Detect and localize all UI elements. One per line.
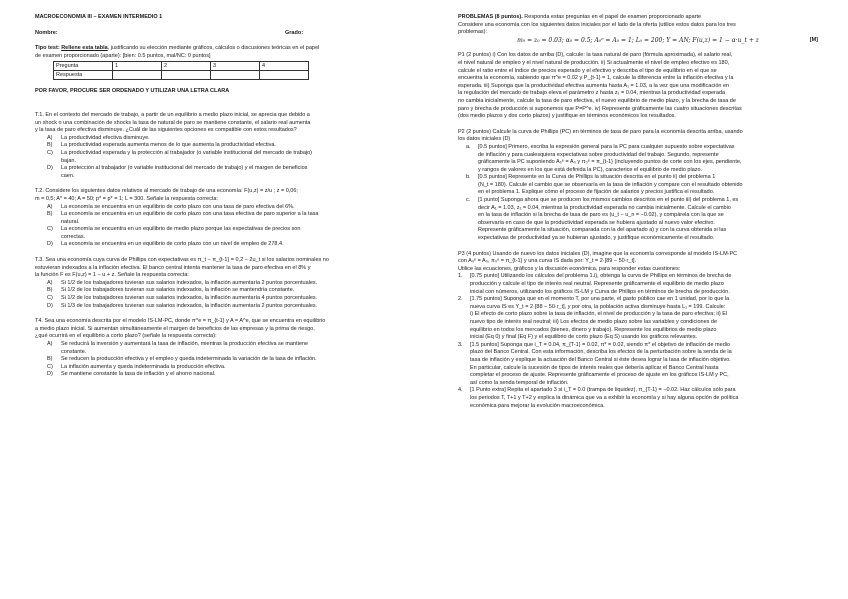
text-line: equilibrio en todos los mercados (bienes, dinero y trabajo). Represente los equilibrios de medio plazo (470, 326, 717, 333)
text-line: a medio plazo inicial. Si aumentan simultáneamente el margen de beneficios de las empresas y la prima de riesgo, (35, 325, 315, 332)
text-line: T4. Sea una economía descrita por el modelo IS-LM-PC, donde π^e = π_{t-1} y A = A^e, que se encuentra en equilibrio (35, 318, 326, 325)
text-line: T.2. Considere los siguientes datos relativos al mercado de trabajo de una economía: F(u,z) = z/u ; z = 0,06; (35, 188, 298, 195)
question-t2 (35, 188, 395, 249)
text-line: completar el proceso de ajuste. Represente gráficamente el proceso de ajuste en los gráficos IS-LM y PC, (470, 372, 729, 379)
exam-title: MACROECONOMÍA III – EXAMEN INTERMEDIO 1 (35, 14, 163, 20)
text-line: la función F es F(u,z) = 1 − u + z. Señale la respuesta correcta: (35, 272, 189, 279)
text-line: así como la senda temporal de inflación. (470, 379, 569, 386)
text-line: observaría en caso de que la productividad esperada se hubiera ajustado al nuevo valor efectivo. (478, 219, 715, 226)
option-letter: A) (47, 341, 53, 347)
option-text: La productividad efectiva disminuye. (61, 134, 150, 141)
table-cell: 1 (113, 62, 162, 71)
student-fields (35, 30, 395, 38)
answer-cell-2[interactable] (162, 71, 211, 80)
text-line: T.1. En el contexto del mercado de trabajo, a partir de un equilibrio a medio plazo inicial, se aprecia que debido a (35, 111, 310, 118)
answer-option (35, 204, 395, 212)
answer-option (35, 241, 395, 249)
question-t1 (35, 112, 395, 180)
test-label: Tipo test: (35, 45, 60, 52)
item-letter: b. (466, 174, 471, 181)
option-text: Si 1/2 de los trabajadores tuvieran sus salarios indexados, la inflación se mantendría constante. (61, 287, 295, 294)
option-letter: D) (47, 165, 53, 172)
text-line: económica para mejorar la evolución macroeconómica. (470, 402, 605, 409)
option-text: La economía se encuentra en un equilibrio de corto plazo con una tasa de paro efectiva del 6%. (61, 203, 295, 210)
option-text: Si 1/2 de los trabajadores tuvieran sus salarios indexados, la inflación aumentaría 4 puntos porcentuales. (61, 295, 318, 302)
answer-table (53, 61, 309, 80)
text-line: producción y calcule el tipo de interés real neutral. Represente gráficamente el equilibrio de medio plazo (470, 281, 724, 287)
text-line: en el problema 1. Explique cómo el proceso de fijación de salarios y precios justifica el resultado. (478, 189, 715, 196)
item-text (470, 296, 818, 342)
text-line: En particular, calcule la sucesión de tipos de interés reales que debería aplicar el Banco Central hasta (470, 364, 719, 371)
problems-title: PROBLEMAS (8 puntos). (458, 14, 523, 20)
option-letter: B) (47, 287, 53, 294)
question-t4 (35, 318, 395, 379)
text-line: plazo del Banco Central. Con esta información, describa los efectos de la perturbación sobre la senda de la (470, 349, 732, 356)
problem-p3 (458, 251, 818, 410)
text-line: ¿qué ocurrirá en el equilibrio a corto plazo? (señale la respuesta correcta): (35, 333, 217, 340)
text-line: Represente gráficamente la situación, comparada con la del apartado a) y con la curva obtenida si las (478, 227, 727, 234)
answer-option (35, 280, 395, 288)
item-text (470, 387, 818, 410)
answer-option (35, 349, 395, 357)
text-line: nueva curva IS es Y_t = 2·[88 − 50·r_t], y por otra, la población activa disminuye hasta L₁ = 199. Calcule: (470, 303, 726, 310)
list-item (458, 197, 818, 243)
option-text: Se reducen la producción efectiva y el empleo y queda indeterminada la variación de la tasa de inflación. (61, 356, 317, 363)
list-item (458, 387, 818, 410)
answer-cell-3[interactable] (211, 71, 260, 80)
option-text: correctas. (61, 233, 86, 240)
item-text (470, 342, 818, 388)
answer-option (35, 287, 395, 295)
text-line: [1.75 puntos] Suponga que en el momento T, por una parte, el gasto público cae en 1 unidad, por lo que la (470, 296, 730, 303)
table-cell: Respuesta (54, 71, 113, 80)
table-cell: 3 (211, 62, 260, 71)
text-line: nuevo tipo de interés real neutral; iii) Los efectos de medio plazo sobre las variables y condiciones de (470, 318, 718, 325)
answer-cell-1[interactable] (113, 71, 162, 80)
text-line: y la tasa de paro efectiva disminuye. ¿Cuál de las siguientes opciones es compatible con estos resultados? (35, 127, 297, 134)
answer-cell-4[interactable] (260, 71, 309, 80)
option-letter: D) (47, 241, 53, 248)
answer-option (35, 234, 395, 242)
answer-option (35, 158, 395, 166)
item-text (478, 174, 818, 197)
name-label: Nombre: (35, 29, 58, 36)
text-line: con A₀ᵉ = A₀, π₀ᵉ = π_{t-1} y una curva IS dada por: Y_t = 2·[89 − 50·r_t]. (458, 258, 637, 265)
text-line: esperada. iii) Suponga que la productividad efectiva aumenta hasta A₁ = 1.03, a la vez que una modificación en (458, 82, 730, 89)
item-letter: c. (466, 197, 471, 204)
text-line: un shock o una combinación de shocks la tasa de natural de paro se mantiene constante, el salario real aumenta (35, 119, 311, 126)
list-item (458, 174, 818, 197)
option-text: La protección al trabajador (o variable institucional del mercado de trabajo) y el margen de beneficios (61, 165, 308, 172)
option-letter (35, 234, 61, 242)
text-line: (dos medio plazos y dos corto plazos) y justifique en términos económicos los resultados. (458, 113, 676, 120)
option-letter (35, 349, 61, 357)
answer-option (35, 226, 395, 234)
text-line: tasa de inflación y explique la actuación del Banco Central si éste desea lograr la tasa de inflación objetivo. (470, 356, 731, 363)
text-line: [0.75 punto] Utilizando los cálculos del problema 1.i), obtenga la curva de Phillips en términos de brecha de (470, 273, 732, 280)
option-text: La economía se encuentra en un equilibrio de medio plazo porque las expectativas de precios son (61, 226, 301, 233)
option-letter: D) (47, 302, 53, 309)
option-letter: A) (47, 134, 53, 141)
text-line: [1.5 puntos] Suponga que i_T = 0.04, π_{T-1} = 0.02, π* = 0.02, siendo π* el objetivo de inflación de medio (470, 341, 731, 348)
option-text: Se reducirá la inversión y aumentará la tasa de inflación, mientras la producción efectiva se mantiene (61, 341, 309, 347)
item-number: 1. (458, 273, 463, 280)
option-letter: B) (47, 211, 53, 218)
option-letter (35, 158, 61, 166)
answer-option (35, 295, 395, 303)
text-line: de inflación y para cualesquiera expectativas sobre productividad del trabajo. Segundo, represente (478, 151, 719, 158)
test-instruction-text: , justificando su elección mediante gráficos, cálculos o discusiones teóricas en el papel (107, 45, 320, 52)
answer-option (35, 173, 395, 181)
option-letter: A) (47, 279, 53, 286)
test-intro (35, 45, 395, 53)
table-cell: 4 (260, 62, 309, 71)
option-text: La inflación aumenta y queda indeterminada la producción efectiva. (61, 363, 226, 370)
answer-option (35, 364, 395, 372)
right-column (458, 14, 818, 410)
option-text: constante. (61, 348, 87, 355)
problem-p1 (458, 52, 818, 120)
answer-option (35, 219, 395, 227)
text-line: expectativas de productividad ya se hubieran ajustado, y justifique económicamente el resultado. (478, 235, 715, 242)
table-cell: Pregunta (54, 62, 113, 71)
option-letter: B) (47, 142, 53, 149)
problem-p2 (458, 129, 818, 243)
problems-intro (458, 14, 818, 22)
text-line: i) El efecto de corto plazo sobre la tasa de inflación, el nivel de producción y la tasa de paro efectiva; ii) El (470, 311, 728, 318)
text-line: inicial con números, utilizando los gráficos IS-LM y Curva de Phillips en términos de brecha de producción. (470, 288, 730, 295)
item-number: 3. (458, 341, 463, 348)
option-letter (35, 219, 61, 227)
text-line: decir A₁ = 1.03, z₁ = 0.04, mientras la productividad esperada no cambia inicialmente. Calcule el cambio (478, 204, 731, 211)
option-text: Se mantiene constante la tasa de inflación y el ahorro nacional. (61, 371, 216, 378)
text-line: no cambia inicialmente, calcule la tasa de paro efectiva, el nuevo equilibrio de medio plazo, y la brecha de tasa de (458, 97, 736, 104)
problems-title-rest: Responda estas preguntas en el papel de examen proporcionado aparte (522, 14, 702, 20)
option-text: La productividad esperada aumenta menos de lo que aumenta la productividad efectiva. (61, 142, 276, 149)
text-line: la regulación del mercado de trabajo eleva el parámetro z hasta z₁ = 0.04, mientras la productividad esperada (458, 90, 726, 97)
fill-table-instruction: Rellene esta tabla (61, 45, 108, 52)
table-row (54, 62, 309, 71)
text-line: gráficamente la PC suponiendo A₀ᵉ = A₀ y π₀ᵉ = π_{t-1} (incluyendo puntos de corte con los ejes, pendiente, (478, 159, 742, 166)
list-item (458, 296, 818, 342)
list-item (458, 273, 818, 296)
list-item (458, 342, 818, 388)
answer-option (35, 150, 395, 158)
table-row (54, 71, 309, 80)
list-item (458, 144, 818, 174)
left-column (35, 14, 395, 379)
option-text: bajan. (61, 157, 76, 164)
data-tag: [M] (809, 36, 818, 43)
option-letter: D) (47, 371, 53, 378)
text-line: encuentra la economía, sabiendo que π^e = 0.02 y P_{t-1} = 1, calcule la diferencia entre la inflación efectiva y la (458, 75, 734, 82)
text-line: el nivel natural de empleo y el nivel natural de producción. ii) Si actualmente el nivel de empleo efectivo es 180, (458, 59, 730, 66)
answer-option (35, 371, 395, 379)
text-line: P2 (2 puntos) Calcule la curva de Phillips (PC) en términos de tasa de paro para la economía descrita arriba, usando (458, 128, 743, 135)
option-text: La economía se encuentra en un equilibrio de corto plazo con un nivel de empleo de 278.4. (61, 241, 284, 248)
problems-intro-2: Considere una economía con los siguientes datos iniciales por el lado de la oferta (utilice estos datos para los tres (458, 21, 736, 28)
question-t3 (35, 257, 395, 310)
initial-data-equation: m₀ = z₀ = 0.03; α₀ = 0.5; A₀ᵉ = A₀ = 1; L₀ = 200; Y = AN; F(u,z) = 1 − α·u_t + z (517, 36, 759, 44)
text-line: [0.5 puntos] Primero, escriba la expresión general para la PC para cualquier supuesto sobre expectativas (478, 143, 735, 150)
option-letter: C) (47, 149, 53, 156)
text-line: [1 Punto extra] Repita el apartado 3 si i_T = 0.0 (trampa de liquidez), π_{T-1} = −0.02. Haz cálculos sólo para (470, 387, 736, 394)
option-text: natural. (61, 218, 80, 225)
item-text (478, 144, 818, 174)
option-letter: C) (47, 363, 53, 370)
item-letter: a. (466, 143, 471, 150)
item-number: 2. (458, 296, 463, 303)
answer-option (35, 135, 395, 143)
answer-option (35, 211, 395, 219)
text-line: estuvieran indexados a la inflación efectiva. El banco central intenta mantener la tasa de paro efectiva en el 8% y (35, 264, 311, 271)
group-label: Grado: (285, 29, 304, 36)
text-line: en la tasa de inflación si la brecha de tasa de paro es (u_t − u_n = −0.02), y compárela con la que se (478, 212, 724, 219)
answer-option (35, 142, 395, 150)
option-text: caen. (61, 172, 75, 179)
item-number: 4. (458, 387, 463, 394)
item-text (478, 197, 818, 243)
text-line: [0.5 puntos] Represente en la Curva de Phillips la situación descrita en el punto ii) del problema 1 (478, 174, 716, 181)
text-line: los periodos T, T+1 y T+2 y explica la dinámica que va a exhibir la economía y si hay alguna opción de política (470, 394, 739, 401)
problems-intro-3: problemas): (458, 29, 488, 36)
text-line: y rangos de valores en los que está definida la PC), caracterice el equilibrio de medio plazo. (478, 166, 703, 173)
text-line: paro y brecha de producción si suponemos que P=P^e. iv) Represente gráficamente las cuatro situaciones descritas (458, 105, 742, 112)
text-line: P3 (4 puntos) Usando de nuevo los datos iniciales (D), imagine que la economía corresponde al modelo IS-LM-PC (458, 250, 738, 257)
notice: POR FAVOR, PROCURE SER ORDENADO Y UTILIZAR UNA LETRA CLARA (35, 88, 230, 95)
text-line: calcule el ratio entre el índice de precios esperado y el efectivo y describa el tipo de equilibrio en el que se (458, 67, 717, 74)
option-letter: A) (47, 203, 53, 210)
answer-option (35, 356, 395, 364)
text-line: los datos iniciales (D) (458, 136, 511, 143)
option-letter (35, 173, 61, 181)
option-text: La productividad esperada y la protección al trabajador (o variable institucional del mercado de trabajo) (61, 149, 313, 156)
text-line: P1 (2 puntos) i) Con los datos de arriba (D), calcule: la tasa natural de paro (fórmula aproximada), el salario real, (458, 52, 733, 59)
text-line: Utilice las ecuaciones, gráficos y la discusión económica, para responder estas cuestiones: (458, 265, 681, 272)
option-letter: B) (47, 356, 53, 363)
text-line: T.3. Sea una economía cuya curva de Phillips con expectativas es π_t − π_{t-1} = 0,2 − 2u_t si los salarios nominales no (35, 257, 329, 264)
text-line: m = 0,5; A* = 40; A = 50; p* = p* = 1; L = 300. Señale la respuesta correcta: (35, 195, 218, 202)
table-cell: 2 (162, 62, 211, 71)
answer-option (35, 303, 395, 311)
option-text: Si 1/2 de los trabajadores tuvieran sus salarios indexados, la inflación aumentaría 2 puntos porcentuales. (61, 279, 318, 286)
option-letter: C) (47, 226, 53, 233)
answer-option (35, 165, 395, 173)
text-line: (N_t = 180). Calcule el cambio que se observaría en la tasa de inflación y compare con el resultado obtenido (478, 181, 743, 188)
test-intro-line2: de examen proporcionado (aparte): [bien: 0.5 puntos, mal/NC: 0 puntos] (35, 52, 211, 59)
option-text: Si 1/3 de los trabajadores tuvieran sus salarios indexados, la inflación aumentaría 2 puntos porcentuales. (61, 302, 318, 309)
option-text: La economía se encuentra en un equilibrio de corto plazo con una tasa efectiva de paro superior a la tasa (61, 211, 319, 218)
text-line: [1 punto] Suponga ahora que se producen los mismos cambios descritos en el punto iii) del problema 1, es (478, 197, 739, 204)
text-line: inicial (Eq 0) y final (Eq F) y el equilibrio de corto plazo (Eq S) usando los gráficos relevantes. (470, 334, 698, 341)
option-letter: C) (47, 295, 53, 302)
item-text (470, 273, 818, 296)
answer-option (35, 341, 395, 349)
